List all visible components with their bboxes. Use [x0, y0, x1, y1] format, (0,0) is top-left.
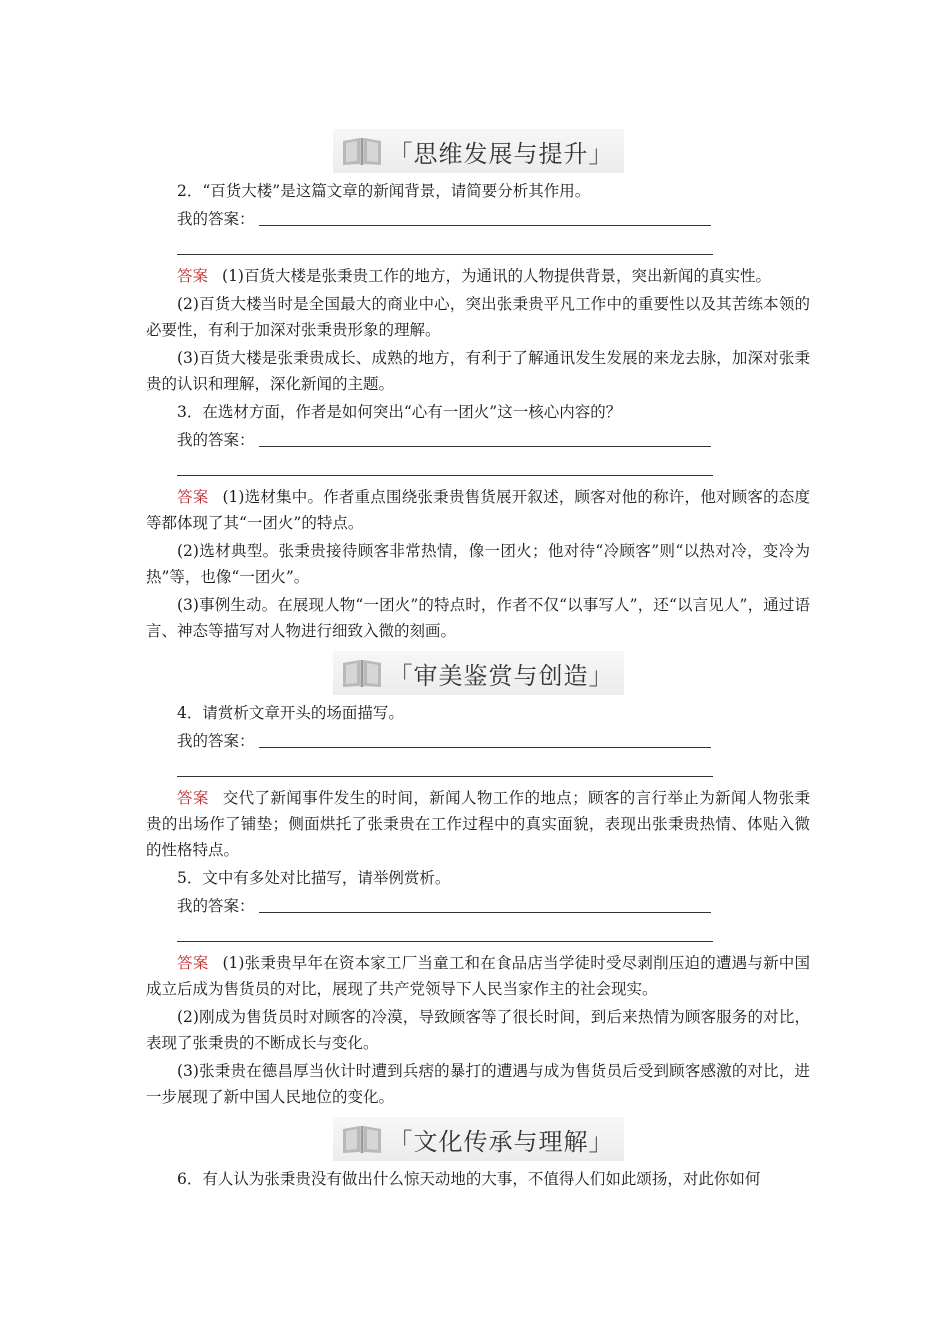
- answer-input-line[interactable]: [259, 894, 711, 913]
- my-answer-label: 我的答案：: [177, 431, 255, 449]
- answer-text: (1)选材集中。作者重点围绕张秉贵售货展开叙述，顾客对他的称许，他对顾客的态度等都体现了其“一团火”的特点。: [146, 488, 810, 532]
- section-header-thinking: [146, 128, 810, 174]
- answer-3-part-2: (2)选材典型。张秉贵接待顾客非常热情，像一团火；他对待“冷顾客”则“以热对冷，变冷为热”等，也像“一团火”。: [146, 542, 810, 586]
- answer-label: 答案: [177, 267, 209, 285]
- section-title: 「审美鉴赏与创造」: [388, 661, 614, 690]
- answer-2-part-2: (2)百货大楼当时是全国最大的商业中心，突出张秉贵平凡工作中的重要性以及其苦练本领的必要性，有利于加深对张秉贵形象的理解。: [146, 295, 810, 339]
- answer-input-line[interactable]: [259, 428, 711, 447]
- open-book-icon: [341, 135, 383, 167]
- answer-text: (1)张秉贵早年在资本家工厂当童工和在食品店当学徒时受尽剥削压迫的遭遇与新中国成立后成为售货员的对比，展现了共产党领导下人民当家作主的社会现实。: [146, 954, 810, 998]
- answer-5-part-2: (2)刚成为售货员时对顾客的冷漠，导致顾客等了很长时间，到后来热情为顾客服务的对比，表现了张秉贵的不断成长与变化。: [146, 1008, 810, 1052]
- answer-2-part-3: (3)百货大楼是张秉贵成长、成熟的地方，有利于了解通讯发生发展的来龙去脉，加深对张秉贵的认识和理解，深化新闻的主题。: [146, 349, 810, 393]
- question-2: 2．“百货大楼”是这篇文章的新闻背景，请简要分析其作用。: [177, 182, 591, 200]
- answer-3-part-3: (3)事例生动。在展现人物“一团火”的特点时，作者不仅“以事写人”，还“以言见人”，通过语言、神态等描写对人物进行细致入微的刻画。: [146, 596, 810, 640]
- question-6: 6．有人认为张秉贵没有做出什么惊天动地的大事，不值得人们如此颂扬，对此你如何: [177, 1170, 761, 1188]
- answer-4: [146, 785, 810, 863]
- answer-blank-line[interactable]: [177, 754, 713, 777]
- section-banner: [333, 129, 624, 173]
- my-answer-row: [146, 728, 810, 754]
- question-3: 3．在选材方面，作者是如何突出“心有一团火”这一核心内容的？: [177, 403, 622, 421]
- my-answer-label: 我的答案：: [177, 897, 255, 915]
- answer-blank-line[interactable]: [177, 232, 713, 255]
- my-answer-row: [146, 206, 810, 232]
- answer-label: 答案: [177, 954, 209, 972]
- answer-input-line[interactable]: [259, 729, 711, 748]
- open-book-icon: [341, 657, 383, 689]
- answer-text: 交代了新闻事件发生的时间，新闻人物工作的地点；顾客的言行举止为新闻人物张秉贵的出场作了铺垫；侧面烘托了张秉贵在工作过程中的真实面貌，表现出张秉贵热情、体贴入微的性格特点。: [146, 789, 810, 859]
- section-header-culture: [146, 1116, 810, 1162]
- answer-3-part-1: [146, 484, 810, 536]
- section-banner: [333, 651, 624, 695]
- my-answer-row: [146, 893, 810, 919]
- answer-2-part-1: [146, 263, 810, 289]
- answer-label: 答案: [177, 488, 209, 506]
- answer-text: (1)百货大楼是张秉贵工作的地方，为通讯的人物提供背景，突出新闻的真实性。: [222, 267, 771, 285]
- my-answer-label: 我的答案：: [177, 210, 255, 228]
- answer-label: 答案: [177, 789, 209, 807]
- my-answer-row: [146, 427, 810, 453]
- answer-5-part-3: (3)张秉贵在德昌厚当伙计时遭到兵痞的暴打的遭遇与成为售货员后受到顾客感激的对比，进一步展现了新中国人民地位的变化。: [146, 1062, 810, 1106]
- answer-5-part-1: [146, 950, 810, 1002]
- section-banner: [333, 1117, 624, 1161]
- question-5: 5．文中有多处对比描写，请举例赏析。: [177, 869, 451, 887]
- answer-blank-line[interactable]: [177, 919, 713, 942]
- section-title: 「思维发展与提升」: [388, 139, 614, 168]
- answer-input-line[interactable]: [259, 207, 711, 226]
- my-answer-label: 我的答案：: [177, 732, 255, 750]
- section-header-aesthetics: [146, 650, 810, 696]
- question-4: 4．请赏析文章开头的场面描写。: [177, 704, 404, 722]
- section-title: 「文化传承与理解」: [388, 1127, 614, 1156]
- answer-blank-line[interactable]: [177, 453, 713, 476]
- document-content: [146, 128, 810, 1192]
- open-book-icon: [341, 1123, 383, 1155]
